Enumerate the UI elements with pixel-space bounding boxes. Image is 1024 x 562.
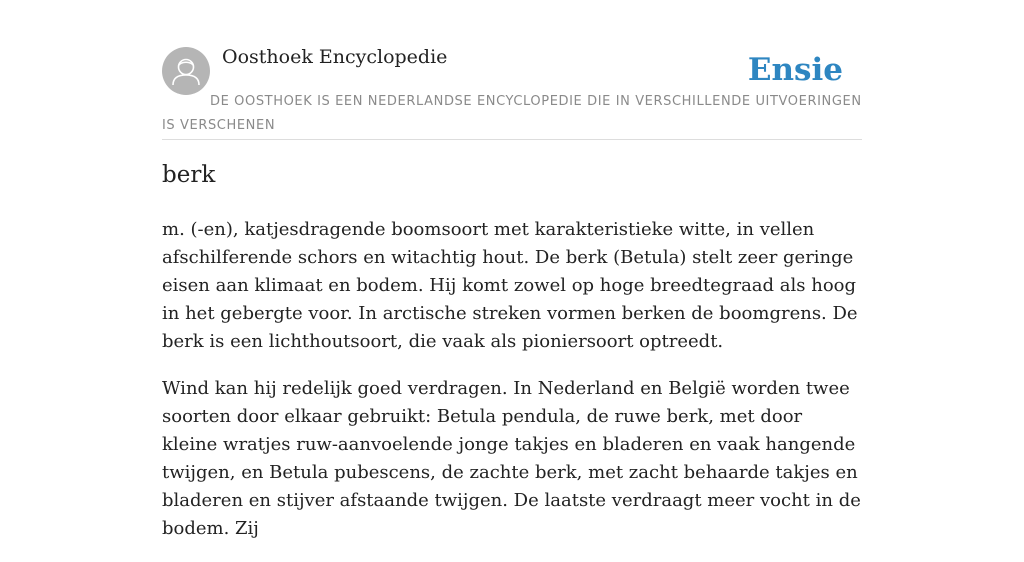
page-header-container <box>162 0 862 140</box>
article-title: berk <box>162 162 216 188</box>
article-paragraph: Wind kan hij redelijk goed verdragen. In Nederland en België worden twee soorten door elkaar gebruikt: Betula pendula, de ruwe berk, met door kleine wratjes ruw-aanvoelende jonge takjes en bladeren en vaak hangende twijgen, en Betula pubescens, de zachte berk, met zacht behaarde takjes en bladeren en stijver afstaande twijgen. De laatste verdraagt meer vocht in de bodem. Zij <box>162 378 861 539</box>
brand-logo[interactable]: Ensie <box>747 52 843 88</box>
article-body <box>162 216 862 562</box>
source-title-link[interactable]: Oosthoek Encyclopedie <box>222 46 448 68</box>
source-avatar[interactable] <box>162 47 210 95</box>
source-description: DE OOSTHOEK IS EEN NEDERLANDSE ENCYCLOPEDIE DIE IN VERSCHILLENDE UITVOERINGEN IS VERSCHENEN <box>162 94 862 133</box>
article-paragraph: m. (-en), katjesdragende boomsoort met karakteristieke witte, in vellen afschilferende schors en witachtig hout. De berk (Betula) stelt zeer geringe eisen aan klimaat en bodem. Hij komt zowel op hoge breedtegraad als hoog in het gebergte voor. In arctische streken vormen berken de boomgrens. De berk is een lichthoutsoort, die vaak als pioniersoort optreedt. <box>162 219 858 352</box>
user-silhouette-icon <box>162 47 210 95</box>
source-header <box>162 0 862 140</box>
